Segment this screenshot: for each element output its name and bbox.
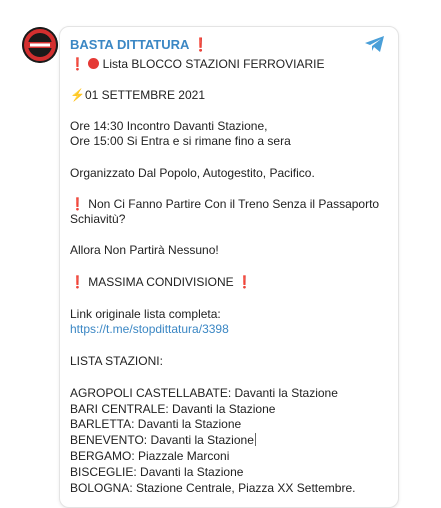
station-item bbox=[70, 432, 256, 448]
list-heading: LISTA STAZIONI: bbox=[70, 354, 163, 368]
question-text-1: Non Ci Fanno Partire Con il Treno Senza il Passaporto bbox=[88, 197, 380, 211]
exclamation-icon: ❗ bbox=[70, 197, 85, 211]
exclamation-icon: ❗ bbox=[70, 275, 85, 289]
exclamation-icon: ❗ bbox=[237, 275, 252, 289]
station-text: BENEVENTO: Davanti la Stazione bbox=[70, 433, 254, 447]
date-text: 01 SETTEMBRE 2021 bbox=[84, 88, 206, 102]
answer-line: Allora Non Partirà Nessuno! bbox=[70, 243, 219, 257]
station-item: AGROPOLI CASTELLABATE: Davanti la Stazione bbox=[70, 386, 338, 400]
station-item: BOLOGNA: Stazione Centrale, Piazza XX Settembre. bbox=[70, 481, 356, 495]
question-line-2: Schiavitù? bbox=[70, 212, 126, 226]
text-cursor bbox=[255, 433, 256, 446]
share-call-text: MASSIMA CONDIVISIONE bbox=[88, 275, 234, 289]
title-text: Lista BLOCCO STAZIONI FERROVIARIE bbox=[102, 57, 325, 71]
message-card bbox=[59, 26, 399, 508]
channel-name-text[interactable]: BASTA DITTATURA bbox=[70, 37, 189, 52]
station-item: BERGAMO: Piazzale Marconi bbox=[70, 449, 230, 463]
channel-avatar[interactable] bbox=[22, 27, 58, 63]
lightning-icon: ⚡ bbox=[70, 88, 85, 102]
message-date bbox=[70, 87, 205, 103]
time-line-2: Ore 15:00 Si Entra e si rimane fino a sera bbox=[70, 134, 291, 148]
question-line-1 bbox=[70, 196, 379, 212]
station-item: BARLETTA: Davanti la Stazione bbox=[70, 417, 242, 431]
exclamation-icon: ❗ bbox=[70, 57, 85, 71]
stop-dittatura-logo-icon bbox=[22, 27, 58, 63]
station-item: BISCEGLIE: Davanti la Stazione bbox=[70, 465, 244, 479]
exclamation-icon: ❗ bbox=[192, 37, 209, 52]
message-title bbox=[70, 56, 324, 72]
red-circle-icon bbox=[88, 58, 99, 69]
time-line-1: Ore 14:30 Incontro Davanti Stazione, bbox=[70, 119, 268, 133]
link-label: Link originale lista completa: bbox=[70, 307, 221, 321]
source-link[interactable]: https://t.me/stopdittatura/3398 bbox=[70, 322, 229, 336]
channel-name[interactable] bbox=[70, 37, 209, 53]
station-item: BARI CENTRALE: Davanti la Stazione bbox=[70, 402, 276, 416]
telegram-share-icon[interactable] bbox=[364, 35, 386, 53]
share-call-line bbox=[70, 274, 252, 290]
organized-line: Organizzato Dal Popolo, Autogestito, Pacifico. bbox=[70, 166, 315, 180]
